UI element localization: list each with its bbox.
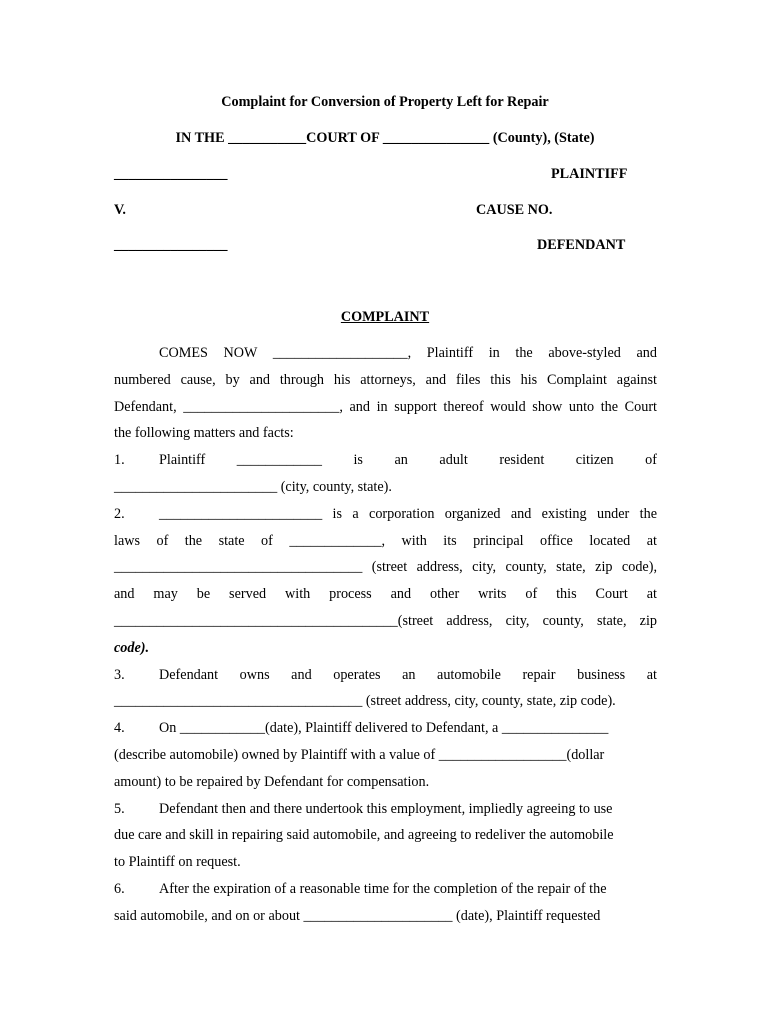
paragraph-number: 6.	[114, 880, 125, 897]
paragraph-number: 5.	[114, 800, 125, 817]
plaintiff-label: PLAINTIFF	[551, 166, 628, 182]
paragraph-6-line: said automobile, and on or about _____________________ (date), Plaintiff requested	[114, 907, 601, 924]
paragraph-1-line: _______________________ (city, county, state).	[114, 478, 392, 495]
paragraph-number: 4.	[114, 720, 125, 737]
intro-line: the following matters and facts:	[114, 425, 294, 442]
intro-line: COMES NOW ___________________, Plaintiff in the above-styled and	[159, 345, 657, 361]
complaint-heading: COMPLAINT	[340, 309, 430, 325]
paragraph-2-line: laws of the state of _____________, with its principal office located at	[114, 532, 657, 549]
plaintiff-blank: ________________	[114, 166, 228, 182]
paragraph-1-line: 1. Plaintiff ____________ is an adult resident citizen of	[114, 447, 657, 474]
paragraph-number: 3.	[114, 666, 125, 683]
cause-number-label: CAUSE NO.	[476, 202, 553, 218]
complaint-body	[114, 340, 657, 930]
document-title: Complaint for Conversion of Property Left for Repair	[221, 94, 549, 110]
defendant-blank: ________________	[114, 237, 228, 253]
paragraph-3-line: ___________________________________ (street address, city, county, state, zip code).	[114, 693, 616, 710]
paragraph-4-line: amount) to be repaired by Defendant for compensation.	[114, 773, 430, 790]
paragraph-5-line: to Plaintiff on request.	[114, 854, 241, 871]
paragraph-2-line: and may be served with process and other writs of this Court at	[114, 586, 657, 603]
intro-line: Defendant, ______________________, and in support thereof would show unto the Court	[114, 398, 657, 415]
paragraph-2-line: ___________________________________ (street address, city, county, state, zip code),	[114, 559, 657, 576]
paragraph-number: 2.	[114, 505, 125, 522]
paragraph-number: 1.	[114, 452, 125, 469]
paragraph-6-line: 6. After the expiration of a reasonable time for the completion of the repair of the	[114, 876, 657, 903]
paragraph-4-line: 4. On ____________(date), Plaintiff delivered to Defendant, a _______________	[114, 715, 657, 742]
paragraph-2-line: ________________________________________(street address, city, county, state, zip	[114, 612, 657, 629]
intro-line: numbered cause, by and through his attorneys, and files this his Complaint against	[114, 371, 657, 388]
court-line: IN THE ___________COURT OF _______________ (County), (State)	[175, 130, 595, 146]
versus-label: V.	[114, 202, 126, 218]
paragraph-2-line: code).	[114, 639, 150, 656]
paragraph-5-line: 5. Defendant then and there undertook this employment, impliedly agreeing to use	[114, 796, 657, 823]
paragraph-2-line: 2. _______________________ is a corporation organized and existing under the	[114, 501, 657, 528]
paragraph-4-line: (describe automobile) owned by Plaintiff with a value of __________________(dollar	[114, 746, 605, 763]
paragraph-3-line: 3. Defendant owns and operates an automobile repair business at	[114, 662, 657, 689]
defendant-label: DEFENDANT	[537, 237, 626, 253]
paragraph-5-line: due care and skill in repairing said automobile, and agreeing to redeliver the automobile	[114, 827, 614, 844]
